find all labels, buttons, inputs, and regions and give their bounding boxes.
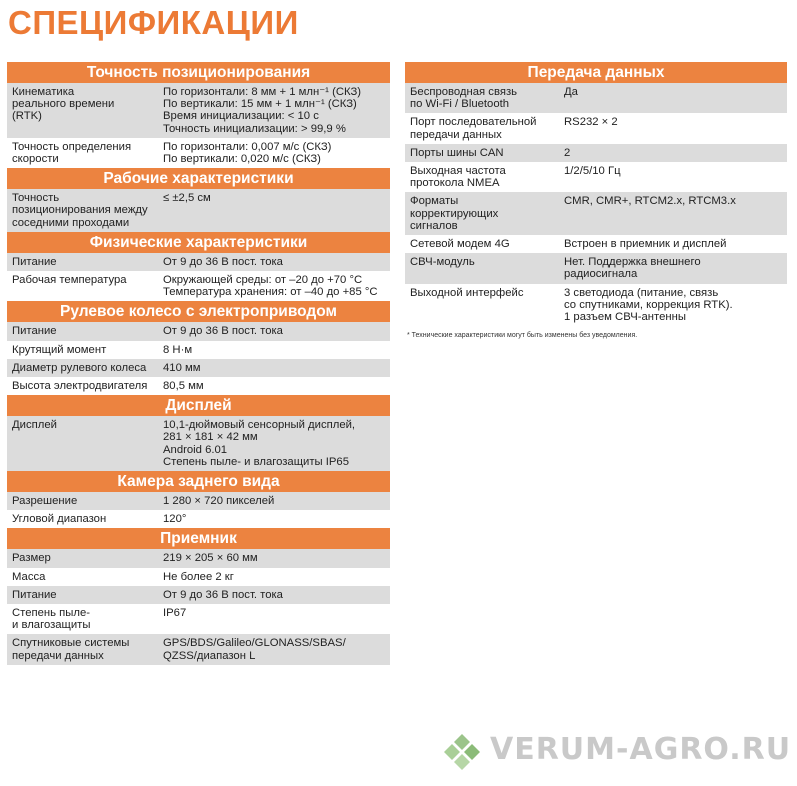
spec-label <box>405 235 558 253</box>
spec-label <box>7 341 157 359</box>
spec-label-line: и влагозащиты <box>12 619 91 632</box>
spec-label <box>405 284 558 327</box>
spec-row <box>405 144 787 162</box>
spec-value-line: По горизонтали: 0,007 м/с (СКЗ) <box>163 140 332 153</box>
spec-label-line: Кинематика <box>12 86 75 98</box>
spec-label <box>405 162 558 192</box>
spec-row <box>7 341 390 359</box>
spec-label <box>7 586 157 604</box>
spec-label <box>7 377 157 395</box>
spec-row <box>7 83 390 138</box>
section-header: Точность позиционирования <box>7 62 390 83</box>
spec-label-line: Дисплей <box>12 419 57 432</box>
spec-value-line: QZSS/диапазон L <box>163 649 256 662</box>
section-header: Рабочие характеристики <box>7 168 390 189</box>
spec-label-line: по Wi-Fi / Bluetooth <box>410 98 510 111</box>
spec-value <box>157 271 390 301</box>
spec-row <box>7 492 390 510</box>
spec-value <box>558 83 787 113</box>
footnote: * Технические характеристики могут быть изменены без уведомления. <box>407 332 638 340</box>
watermark-text: VERUM-AGRO.RU <box>490 732 792 767</box>
spec-row <box>7 568 390 586</box>
spec-value-line: Степень пыле- и влагозащиты IP65 <box>163 455 349 468</box>
spec-label-line: позиционирования между <box>12 204 148 217</box>
spec-label <box>405 144 558 162</box>
spec-label-line: Форматы <box>410 195 459 208</box>
spec-label-line: передачи данных <box>12 649 104 662</box>
spec-row <box>405 113 787 143</box>
spec-label-line: Питание <box>12 255 57 268</box>
spec-label <box>7 634 157 664</box>
spec-value-line: Android 6.01 <box>163 443 228 456</box>
spec-label <box>7 138 157 168</box>
watermark-logo <box>438 730 792 774</box>
spec-value-line: От 9 до 36 В пост. тока <box>163 325 283 338</box>
spec-value-line: CMR, CMR+, RTCM2.x, RTCM3.x <box>564 195 736 208</box>
spec-value <box>157 634 390 664</box>
spec-value-line: По вертикали: 0,020 м/с (СКЗ) <box>163 153 321 166</box>
spec-value <box>157 604 390 634</box>
spec-label-line: реального времени <box>12 98 115 111</box>
spec-value <box>157 359 390 377</box>
spec-value-line: 1/2/5/10 Гц <box>564 165 621 178</box>
spec-value-line: Температура хранения: от –40 до +85 °С <box>163 286 378 299</box>
spec-label-line: Питание <box>12 325 57 338</box>
spec-row <box>405 83 787 113</box>
spec-value <box>157 416 390 471</box>
spec-value-line: 281 × 181 × 42 мм <box>163 431 258 444</box>
spec-label-line: соседними проходами <box>12 216 130 229</box>
spec-value <box>157 138 390 168</box>
spec-value <box>157 377 390 395</box>
spec-value-line: со спутниками, коррекция RTK). <box>564 298 733 311</box>
spec-label <box>7 271 157 301</box>
spec-value-line: ≤ ±2,5 см <box>163 192 211 205</box>
spec-label-line: корректирующих <box>410 207 499 220</box>
spec-label-line: Рабочая температура <box>12 274 127 287</box>
spec-label-line: Порты шины CAN <box>410 146 504 159</box>
spec-label-line: Степень пыле- <box>12 607 91 620</box>
spec-label-line: Высота электродвигателя <box>12 380 148 393</box>
spec-label-line: Угловой диапазон <box>12 513 107 526</box>
spec-value-line: радиосигнала <box>564 268 638 281</box>
spec-value <box>157 549 390 567</box>
spec-value <box>558 253 787 283</box>
spec-label <box>7 492 157 510</box>
spec-label-line: (RTK) <box>12 110 42 123</box>
spec-row <box>7 586 390 604</box>
spec-value <box>157 568 390 586</box>
spec-value-line: Нет. Поддержка внешнего <box>564 256 701 269</box>
spec-value-line: Точность инициализации: > 99,9 % <box>163 122 346 135</box>
spec-label <box>405 83 558 113</box>
spec-row <box>7 549 390 567</box>
spec-label <box>7 359 157 377</box>
spec-value <box>558 284 787 327</box>
spec-row <box>7 138 390 168</box>
spec-row <box>7 359 390 377</box>
spec-label-line: Размер <box>12 552 51 565</box>
spec-value-line: RS232 × 2 <box>564 116 618 129</box>
spec-label-line: протокола NMEA <box>410 177 500 190</box>
spec-row <box>7 604 390 634</box>
spec-value-line: 410 мм <box>163 361 201 374</box>
spec-row <box>405 235 787 253</box>
spec-label-line: передачи данных <box>410 128 502 141</box>
section-header: Рулевое колесо с электроприводом <box>7 301 390 322</box>
spec-value <box>558 162 787 192</box>
spec-label-line: Масса <box>12 570 46 583</box>
spec-row <box>405 284 787 327</box>
spec-row <box>405 192 787 235</box>
section-header: Камера заднего вида <box>7 471 390 492</box>
spec-value <box>157 322 390 340</box>
spec-value-line: IP67 <box>163 607 187 620</box>
left-spec-column <box>7 62 390 665</box>
spec-row <box>7 271 390 301</box>
spec-value-line: Да <box>564 86 578 98</box>
spec-label-line: сигналов <box>410 219 458 232</box>
spec-label-line: скорости <box>12 153 59 166</box>
spec-value-line: По горизонтали: 8 мм + 1 млн⁻¹ (СКЗ) <box>163 86 362 98</box>
spec-value <box>157 253 390 271</box>
spec-label-line: Выходной интерфейс <box>410 286 524 299</box>
spec-label-line: Точность <box>12 192 60 205</box>
spec-label <box>7 549 157 567</box>
spec-value-line: GPS/BDS/Galileo/GLONASS/SBAS/ <box>163 637 346 650</box>
spec-value <box>157 83 390 138</box>
spec-value-line: Не более 2 кг <box>163 570 234 583</box>
spec-value <box>558 113 787 143</box>
spec-value-line: По вертикали: 15 мм + 1 млн⁻¹ (СКЗ) <box>163 98 357 111</box>
spec-row <box>7 322 390 340</box>
spec-value-line: 8 Н·м <box>163 343 193 356</box>
spec-label <box>7 510 157 528</box>
spec-label-line: Разрешение <box>12 495 78 508</box>
spec-label-line: Точность определения <box>12 140 132 153</box>
spec-value-line: Окружающей среды: от –20 до +70 °С <box>163 274 363 287</box>
spec-label <box>7 604 157 634</box>
spec-value-line: Встроен в приемник и дисплей <box>564 238 727 251</box>
section-header: Физические характеристики <box>7 232 390 253</box>
spec-label-line: Диаметр рулевого колеса <box>12 361 147 374</box>
right-spec-column <box>405 62 787 339</box>
spec-value-line: 120° <box>163 513 187 526</box>
section-header: Дисплей <box>7 395 390 416</box>
spec-value-line: 80,5 мм <box>163 380 204 393</box>
spec-row <box>7 416 390 471</box>
spec-value-line: 1 280 × 720 пикселей <box>163 495 275 508</box>
spec-label-line: Спутниковые системы <box>12 637 130 650</box>
spec-row <box>405 253 787 283</box>
spec-row <box>405 162 787 192</box>
spec-value <box>558 144 787 162</box>
spec-label <box>7 416 157 471</box>
spec-label-line: Беспроводная связь <box>410 86 518 98</box>
spec-row <box>7 253 390 271</box>
spec-value-line: Время инициализации: < 10 с <box>163 110 319 123</box>
spec-value-line: 3 светодиода (питание, связь <box>564 286 719 299</box>
spec-value <box>157 341 390 359</box>
spec-value-line: 219 × 205 × 60 мм <box>163 552 258 565</box>
spec-label <box>7 253 157 271</box>
spec-value <box>558 192 787 235</box>
section-header: Передача данных <box>405 62 787 83</box>
spec-label <box>7 189 157 232</box>
leaf-diamond-logo-icon <box>440 730 484 774</box>
spec-label <box>7 322 157 340</box>
spec-value-line: 2 <box>564 146 571 159</box>
spec-value <box>157 586 390 604</box>
spec-row <box>7 377 390 395</box>
spec-label-line: СВЧ-модуль <box>410 256 475 269</box>
section-header: Приемник <box>7 528 390 549</box>
spec-value-line: От 9 до 36 В пост. тока <box>163 255 283 268</box>
spec-value <box>157 189 390 232</box>
spec-value <box>157 510 390 528</box>
spec-value-line: 10,1-дюймовый сенсорный дисплей, <box>163 419 356 432</box>
spec-label <box>405 253 558 283</box>
spec-label-line: Питание <box>12 588 57 601</box>
spec-label <box>405 192 558 235</box>
spec-value <box>558 235 787 253</box>
spec-label <box>7 568 157 586</box>
spec-value <box>157 492 390 510</box>
spec-label <box>7 83 157 138</box>
spec-label-line: Крутящий момент <box>12 343 107 356</box>
spec-row <box>7 634 390 664</box>
page-title: СПЕЦИФИКАЦИИ <box>8 4 299 41</box>
spec-value-line: От 9 до 36 В пост. тока <box>163 588 283 601</box>
spec-label-line: Сетевой модем 4G <box>410 238 510 251</box>
spec-label <box>405 113 558 143</box>
spec-label-line: Выходная частота <box>410 165 506 178</box>
spec-label-line: Порт последовательной <box>410 116 537 129</box>
spec-row <box>7 189 390 232</box>
spec-row <box>7 510 390 528</box>
spec-value-line: 1 разъем СВЧ-антенны <box>564 311 686 324</box>
